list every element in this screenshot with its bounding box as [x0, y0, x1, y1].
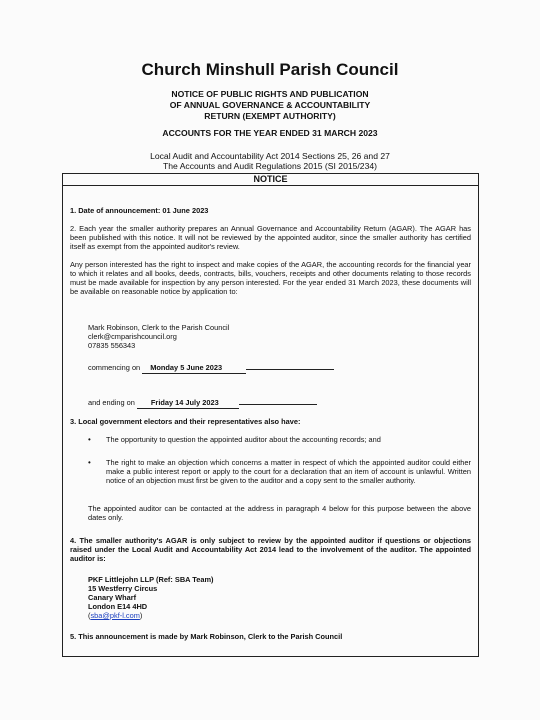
notice-title-line-3: RETURN (EXEMPT AUTHORITY) — [204, 111, 336, 121]
contact-email[interactable]: clerk@cmparishcouncil.org — [88, 332, 177, 341]
notice-box — [62, 173, 479, 657]
commencing-date: Monday 5 June 2023 — [150, 363, 223, 372]
auditor-email-open: ( — [88, 611, 91, 620]
notice-heading: NOTICE — [63, 174, 478, 186]
legislation-line-1: Local Audit and Accountability Act 2014 Sections 25, 26 and 27 — [150, 151, 390, 161]
ending-label: and ending on — [88, 398, 135, 407]
paragraph-3: 3. Local government electors and their representatives also have: — [70, 417, 301, 426]
paragraph-3-contact: The appointed auditor can be contacted at the address in paragraph 4 below for this purpose between the above dates only. — [88, 504, 471, 522]
commencing-label: commencing on — [88, 363, 141, 372]
auditor-line-4: London E14 4HD — [88, 602, 148, 611]
ending-blank-line — [239, 404, 317, 405]
notice-title-line-2: OF ANNUAL GOVERNANCE & ACCOUNTABILITY — [169, 100, 371, 110]
bullet-dot-1: • — [88, 435, 91, 444]
paragraph-2-inspection: Any person interested has the right to inspect and make copies of the AGAR, the accounting records for the financial year to which it relates and all books, deeds, contracts, bills, vouchers, receipts and other documents relating to those records must be made available for inspection by any person interested. For the year ended 31 March 2023, these documents will be available on reasonable notice by application to: — [70, 260, 471, 296]
auditor-line-2: 15 Westferry Circus — [88, 584, 158, 593]
auditor-email-row — [88, 612, 142, 621]
commencing-date-field — [142, 364, 246, 374]
contact-name: Mark Robinson, Clerk to the Parish Council — [88, 323, 230, 332]
ending-row — [88, 399, 317, 409]
auditor-email-link[interactable]: sba@pkf-l.com — [90, 611, 140, 620]
council-title: Church Minshull Parish Council — [141, 60, 399, 79]
legislation-line-2: The Accounts and Audit Regulations 2015 (SI 2015/234) — [162, 161, 378, 171]
paragraph-5: 5. This announcement is made by Mark Robinson, Clerk to the Parish Council — [70, 632, 343, 641]
paragraph-1: 1. Date of announcement: 01 June 2023 — [70, 206, 209, 215]
auditor-email-close: ) — [139, 611, 143, 620]
accounts-line: ACCOUNTS FOR THE YEAR ENDED 31 MARCH 2023 — [162, 128, 378, 138]
commencing-blank-line — [246, 369, 334, 370]
paragraph-4: 4. The smaller authority's AGAR is only subject to review by the appointed auditor if questions or objections raised under the Local Audit and Accountability Act 2014 lead to the involvement of the auditor. The appointed auditor is: — [70, 536, 471, 563]
commencing-row — [88, 364, 334, 374]
notice-title-line-1: NOTICE OF PUBLIC RIGHTS AND PUBLICATION — [171, 89, 369, 99]
paragraph-2: 2. Each year the smaller authority prepares an Annual Governance and Accountability Return (AGAR). The AGAR has been published with this notice. It will not be reviewed by the appointed auditor, since the smaller authority has certified itself as exempt from the appointed auditor's review. — [70, 224, 471, 251]
bullet-text-1: The opportunity to question the appointed auditor about the accounting records; and — [106, 435, 381, 444]
ending-date: Friday 14 July 2023 — [150, 398, 219, 407]
contact-phone: 07835 556343 — [88, 341, 136, 350]
ending-date-field — [137, 399, 239, 409]
auditor-line-3: Canary Wharf — [88, 593, 137, 602]
bullet-text-2: The right to make an objection which concerns a matter in respect of which the appointed auditor could either make a public interest report or apply to the court for a declaration that an item of account is unlawful. Written notice of an objection must first be given to the auditor and a copy sent to the smaller authority. — [106, 458, 471, 485]
bullet-dot-2: • — [88, 458, 91, 467]
auditor-line-1: PKF Littlejohn LLP (Ref: SBA Team) — [88, 575, 214, 584]
